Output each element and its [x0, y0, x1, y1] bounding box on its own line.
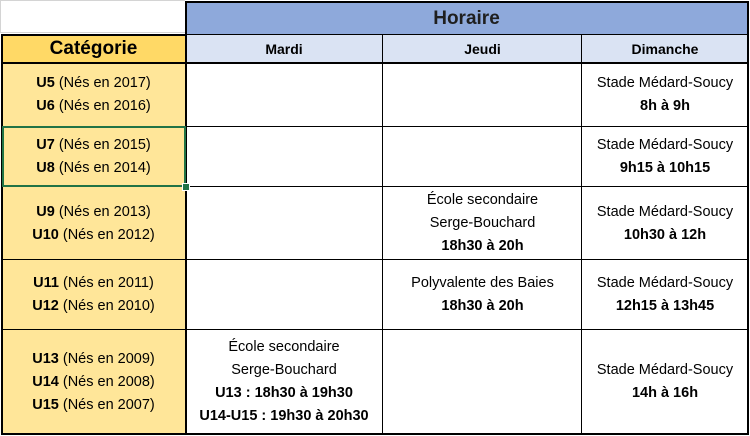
schedule-time: 10h30 à 12h: [623, 226, 707, 243]
schedule-cell-jeudi[interactable]: [383, 260, 582, 330]
categorie-title: Catégorie: [49, 38, 138, 59]
schedule-time: 12h15 à 13h45: [615, 298, 715, 314]
category-line: [32, 295, 155, 318]
schedule-cell-dimanche[interactable]: [582, 330, 748, 434]
border-line: [581, 35, 582, 434]
category-birth-year: (Nés en 2013): [58, 203, 151, 220]
schedule-cell-mardi[interactable]: [185, 127, 383, 187]
schedule-location: École secondaire: [228, 339, 340, 355]
category-birth-year: (Nés en 2016): [58, 98, 151, 114]
category-line: [36, 72, 150, 95]
category-code: U8: [36, 160, 55, 176]
schedule-cell-dimanche[interactable]: [582, 260, 748, 330]
schedule-cell-mardi[interactable]: [185, 187, 383, 260]
schedule-location: Stade Médard-Soucy: [596, 137, 734, 153]
schedule-time: 18h30 à 20h: [441, 238, 524, 254]
schedule-time: 9h15 à 10h15: [619, 160, 711, 176]
active-cell-border: [2, 126, 186, 187]
gridline: [0, 32, 185, 33]
schedule-time: U13 : 18h30 à 19h30: [215, 385, 353, 401]
category-line: [33, 272, 154, 295]
schedule-cell-dimanche[interactable]: [582, 63, 748, 127]
border-line: [1, 34, 3, 435]
category-code: U9: [36, 203, 55, 220]
category-cell[interactable]: [2, 260, 185, 330]
category-code: U13: [32, 350, 59, 367]
schedule-location: Stade Médard-Soucy: [596, 75, 734, 91]
category-birth-year: (Nés en 2008): [62, 373, 155, 390]
border-line: [185, 1, 187, 435]
schedule-cell-dimanche[interactable]: [582, 187, 748, 260]
category-birth-year: (Nés en 2015): [58, 137, 151, 153]
border-line: [185, 1, 749, 3]
categorie-header-cell[interactable]: [2, 35, 185, 63]
category-line: [32, 394, 155, 417]
category-code: U11: [33, 275, 59, 291]
category-birth-year: (Nés en 2012): [62, 226, 155, 243]
category-code: U6: [36, 98, 55, 114]
category-line: [32, 348, 155, 371]
schedule-location: Serge-Bouchard: [429, 215, 536, 231]
border-line: [1, 329, 749, 330]
schedule-location: Polyvalente des Baies: [411, 275, 554, 291]
border-line: [1, 433, 749, 435]
schedule-cell-dimanche[interactable]: [582, 127, 748, 187]
category-code: U12: [32, 298, 59, 314]
schedule-time: 14h à 16h: [631, 385, 699, 401]
schedule-cell-jeudi[interactable]: [383, 330, 582, 434]
schedule-cell-jeudi[interactable]: [383, 187, 582, 260]
border-line: [1, 259, 749, 260]
schedule-location: Serge-Bouchard: [231, 362, 337, 378]
day-header-dimanche[interactable]: [582, 35, 748, 63]
category-code: U7: [36, 137, 55, 153]
category-birth-year: (Nés en 2010): [62, 298, 155, 314]
category-code: U10: [32, 226, 59, 243]
schedule-cell-jeudi[interactable]: [383, 127, 582, 187]
schedule-cell-mardi[interactable]: [185, 63, 383, 127]
horaire-title: Horaire: [433, 7, 500, 29]
schedule-time: 8h à 9h: [640, 98, 690, 114]
schedule-cell-jeudi[interactable]: [383, 63, 582, 127]
day-header-mardi[interactable]: [185, 35, 383, 63]
category-line: [32, 224, 155, 247]
day-label: Mardi: [265, 41, 303, 57]
border-line: [747, 1, 749, 435]
border-line: [185, 34, 749, 35]
schedule-cell-mardi[interactable]: [185, 260, 383, 330]
category-birth-year: (Nés en 2009): [62, 350, 155, 367]
fill-handle[interactable]: [182, 183, 190, 191]
schedule-location: Stade Médard-Soucy: [596, 275, 734, 291]
border-line: [1, 34, 186, 36]
category-code: U5: [36, 75, 55, 91]
border-line: [382, 35, 383, 434]
category-birth-year: (Nés en 2011): [63, 275, 154, 291]
category-line: [36, 201, 150, 224]
category-cell[interactable]: [2, 330, 185, 434]
category-line: [36, 95, 150, 118]
schedule-location: École secondaire: [426, 192, 539, 208]
day-label: Jeudi: [464, 41, 501, 57]
category-code: U14: [32, 373, 59, 390]
border-line: [1, 62, 749, 64]
schedule-time: 18h30 à 20h: [441, 298, 524, 314]
horaire-header-cell[interactable]: [185, 2, 748, 35]
day-header-jeudi[interactable]: [383, 35, 582, 63]
schedule-location: Stade Médard-Soucy: [596, 362, 734, 378]
gridline: [0, 0, 1, 33]
category-code: U15: [32, 396, 59, 413]
day-label: Dimanche: [631, 41, 699, 57]
gridline: [0, 0, 185, 1]
category-cell[interactable]: [2, 63, 185, 127]
schedule-time: U14-U15 : 19h30 à 20h30: [199, 408, 369, 424]
category-line: [32, 371, 155, 394]
category-birth-year: (Nés en 2007): [62, 396, 155, 413]
category-cell[interactable]: [2, 187, 185, 260]
schedule-cell-mardi[interactable]: [185, 330, 383, 434]
schedule-location: Stade Médard-Soucy: [596, 203, 734, 220]
category-birth-year: (Nés en 2014): [58, 160, 151, 176]
category-birth-year: (Nés en 2017): [58, 75, 151, 91]
